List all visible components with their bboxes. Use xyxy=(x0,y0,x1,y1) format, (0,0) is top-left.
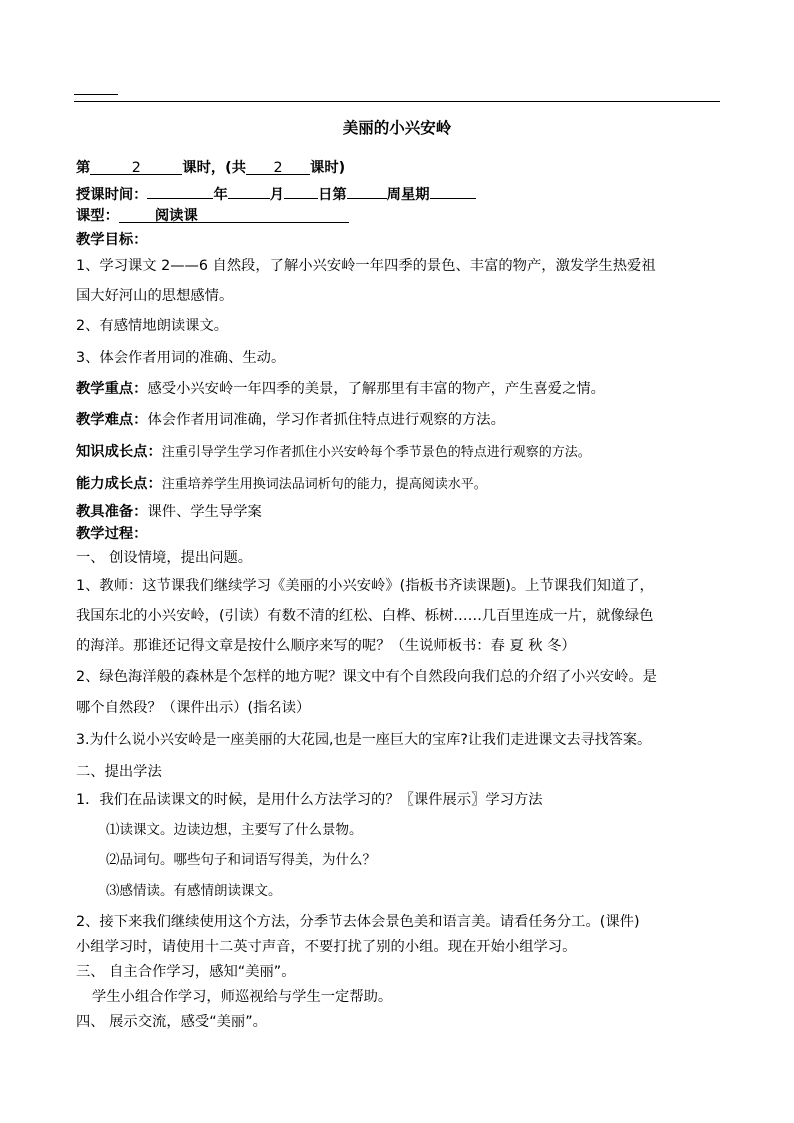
process-line: 一、 创设情境，提出问题。 xyxy=(76,550,253,566)
weekday-field xyxy=(430,182,476,199)
ability-growth-line: 能力成长点：注重培养学生用换词法品词析句的能力，提高阅读水平。 xyxy=(76,476,487,492)
lesson-type-field: 阅读课 xyxy=(119,206,349,223)
process-line: 二、提出学法 xyxy=(76,764,162,780)
process-line: 三、 自主合作学习，感知“美丽”。 xyxy=(76,964,296,980)
difficulty-line: 教学难点：体会作者用词准确，学习作者抓住特点进行观察的方法。 xyxy=(76,412,505,428)
process-line: ⑴读课文。边读边想，主要写了什么景物。 xyxy=(106,822,363,838)
process-line: ⑶感情读。有感情朗读课文。 xyxy=(106,883,282,899)
week-field xyxy=(347,182,387,199)
process-line: 小组学习时，请使用十二英寸声音，不要打扰了别的小组。现在开始小组学习。 xyxy=(76,939,577,955)
page-title: 美丽的小兴安岭 xyxy=(342,119,452,137)
process-line: 1．我们在品读课文的时候，是用什么方法学习的？〖课件展示〗学习方法 xyxy=(76,792,543,808)
header-short-rule xyxy=(74,94,118,95)
objective-line: 3、体会作者用词的准确、生动。 xyxy=(76,350,286,366)
process-heading: 教学过程： xyxy=(76,526,148,542)
objective-line: 国大好河山的思想感情。 xyxy=(76,288,234,304)
preparation-line: 教具准备：课件、学生导学案 xyxy=(76,504,262,520)
objective-line: 1、学习课文 2——6 自然段，了解小兴安岭一年四季的景色、丰富的物产，激发学生热爱祖 xyxy=(76,258,656,274)
knowledge-growth-line: 知识成长点：注重引导学生学习作者抓住小兴安岭每个季节景色的特点进行观察的方法。 xyxy=(76,444,591,460)
objectives-heading: 教学目标： xyxy=(76,232,148,248)
month-field xyxy=(228,182,270,199)
lesson-number-line: 第 2 课时，(共 2 课时) xyxy=(76,160,346,176)
current-lesson-field: 2 xyxy=(90,158,182,175)
day-field xyxy=(284,182,318,199)
process-line: 2、绿色海洋般的森林是个怎样的地方呢？课文中有个自然段向我们总的介绍了小兴安岭。是 xyxy=(76,669,657,685)
process-line: 我国东北的小兴安岭，(引读）有数不清的红松、白桦、栎树……几百里连成一片，就像绿色 xyxy=(76,608,654,624)
process-line: 2、接下来我们继续使用这个方法，分季节去体会景色美和语言美。请看任务分工。(课件) xyxy=(76,914,640,930)
year-field xyxy=(147,182,213,199)
teach-time-line: 授课时间： 年 月 日第 周星期 xyxy=(76,182,476,205)
process-line: 的海洋。那谁还记得文章是按什么顺序来写的呢？（生说师板书：春 夏 秋 冬） xyxy=(76,638,576,654)
objective-line: 2、有感情地朗读课文。 xyxy=(76,318,229,334)
process-line: ⑵品词句。哪些句子和词语写得美，为什么？ xyxy=(106,852,376,868)
process-line: 哪个自然段？（课件出示）(指名读） xyxy=(76,700,311,716)
process-line: 四、 展示交流，感受“美丽”。 xyxy=(76,1014,267,1030)
process-line: 3.为什么说小兴安岭是一座美丽的大花园,也是一座巨大的宝库?让我们走进课文去寻找答案。 xyxy=(76,732,652,748)
key-point-line: 教学重点：感受小兴安岭一年四季的美景，了解那里有丰富的物产，产生喜爱之情。 xyxy=(76,381,605,397)
header-rule xyxy=(74,101,720,102)
lesson-type-line: 课型： 阅读课 xyxy=(76,206,349,226)
total-lessons-field: 2 xyxy=(246,158,310,175)
process-line: 学生小组合作学习，师巡视给与学生一定帮助。 xyxy=(92,989,393,1005)
process-line: 1、教师：这节课我们继续学习《美丽的小兴安岭》(指板书齐读课题)。上节课我们知道了， xyxy=(76,578,654,594)
